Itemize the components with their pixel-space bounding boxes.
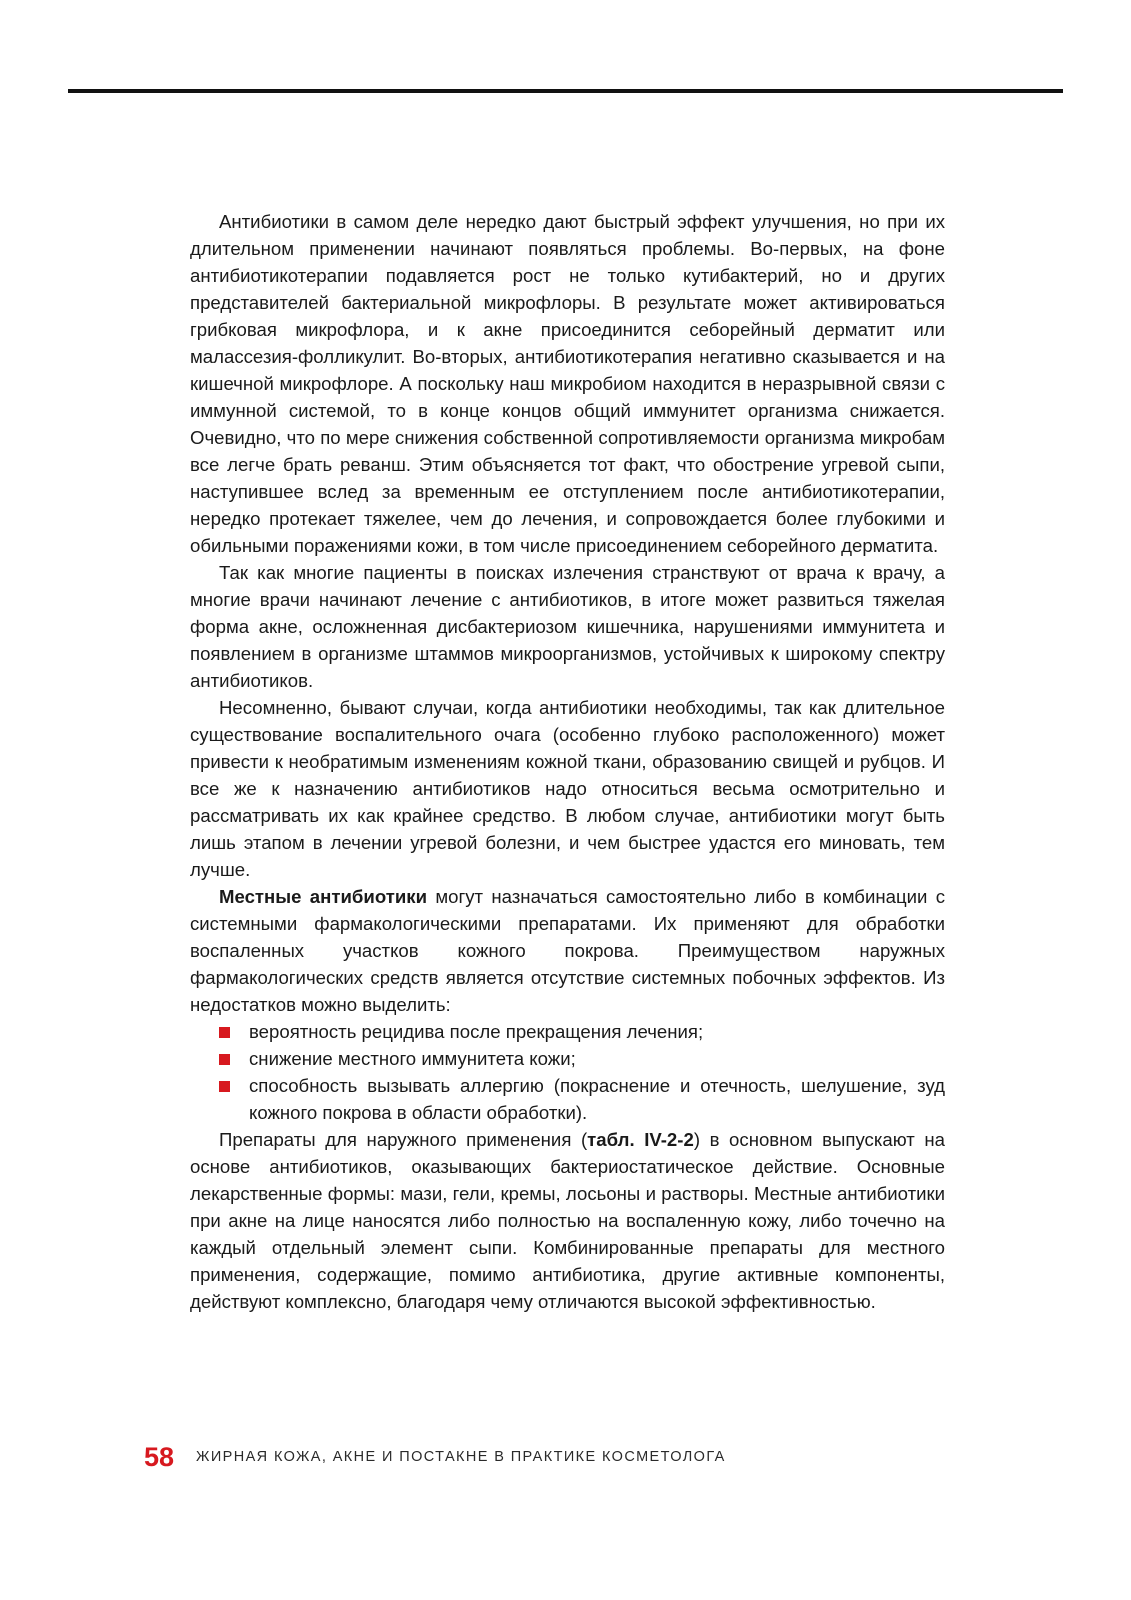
paragraph-text: ) в основном выпускают на основе антибиотиков, оказывающих бактериостатическое действие. Основные лекарственные формы: мази, гели, кремы, лосьоны и растворы. Местные антибиотики при акне на лице наносятся либо полностью на воспаленную кожу, либо точечно на каждый отдельный элемент сыпи. Комбинированные препараты для местного применения, содержащие, помимо антибиотика, другие активные компоненты, действуют комплексно, благодаря чему отличаются высокой эффективностью. — [190, 1129, 945, 1312]
paragraph-text: могут назначаться самостоятельно либо в комбинации с системными фармакологическими препаратами. Их применяют для обработки воспаленных участков кожного покрова. Преимуществом наружных фармакологических средств является отсутствие системных побочных эффектов. Из недостатков можно выделить: — [190, 886, 945, 1015]
paragraph: Несомненно, бывают случаи, когда антибиотики необходимы, так как длительное существование воспалительного очага (особенно глубоко расположенного) может привести к необратимым изменениям кожной ткани, образованию свищей и рубцов. И все же к назначению антибиотиков надо относиться весьма осмотрительно и рассматривать их как крайнее средство. В любом случае, антибиотики могут быть лишь этапом в лечении угревой болезни, и чем быстрее удастся его миновать, тем лучше. — [190, 697, 945, 880]
list-item-text: снижение местного иммунитета кожи; — [249, 1048, 576, 1069]
paragraph — [190, 1126, 945, 1315]
list-item — [219, 1018, 945, 1045]
list-item-text: вероятность рецидива после прекращения лечения; — [249, 1021, 704, 1042]
body-text — [190, 208, 945, 1315]
drawbacks-list — [190, 1018, 945, 1126]
table-reference: табл. IV-2-2 — [587, 1129, 694, 1150]
paragraph — [190, 883, 945, 1018]
paragraph-text: Препараты для наружного применения ( — [219, 1129, 588, 1150]
square-bullet-icon — [219, 1081, 230, 1092]
page-footer — [144, 1442, 726, 1472]
paragraph: Так как многие пациенты в поисках излечения странствуют от врача к врачу, а многие врачи начинают лечение с антибиотиков, в итоге может развиться тяжелая форма акне, осложненная дисбактериозом кишечника, нарушениями иммунитета и появлением в организме штаммов микроорганизмов, устойчивых к широкому спектру антибиотиков. — [190, 562, 945, 691]
list-item — [219, 1072, 945, 1126]
list-item-text: способность вызывать аллергию (покраснение и отечность, шелушение, зуд кожного покрова в области обработки). — [249, 1075, 945, 1123]
square-bullet-icon — [219, 1027, 230, 1038]
top-rule — [68, 89, 1063, 93]
paragraph: Антибиотики в самом деле нередко дают быстрый эффект улучшения, но при их длительном применении начинают появляться проблемы. Во-первых, на фоне антибиотикотерапии подавляется рост не только кутибактерий, но и других представителей бактериальной микрофлоры. В результате может активироваться грибковая микрофлора, и к акне присоединится себорейный дерматит или малассезия-фолликулит. Во-вторых, антибиотикотерапия негативно сказывается и на кишечной микрофлоре. А поскольку наш микробиом находится в неразрывной связи с иммунной системой, то в конце концов общий иммунитет организма снижается. Очевидно, что по мере снижения собственной сопротивляемости организма микробам все легче брать реванш. Этим объясняется тот факт, что обострение угревой сыпи, наступившее вслед за временным ее отступлением после антибиотикотерапии, нередко протекает тяжелее, чем до лечения, и сопровождается более глубокими и обильными поражениями кожи, в том числе присоединением себорейного дерматита. — [190, 211, 945, 556]
list-item — [219, 1045, 945, 1072]
page-number: 58 — [144, 1442, 175, 1472]
term-local-antibiotics: Местные антибиотики — [219, 886, 427, 907]
running-title: ЖИРНАЯ КОЖА, АКНЕ И ПОСТАКНЕ В ПРАКТИКЕ КОСМЕТОЛОГА — [196, 1449, 726, 1465]
square-bullet-icon — [219, 1054, 230, 1065]
